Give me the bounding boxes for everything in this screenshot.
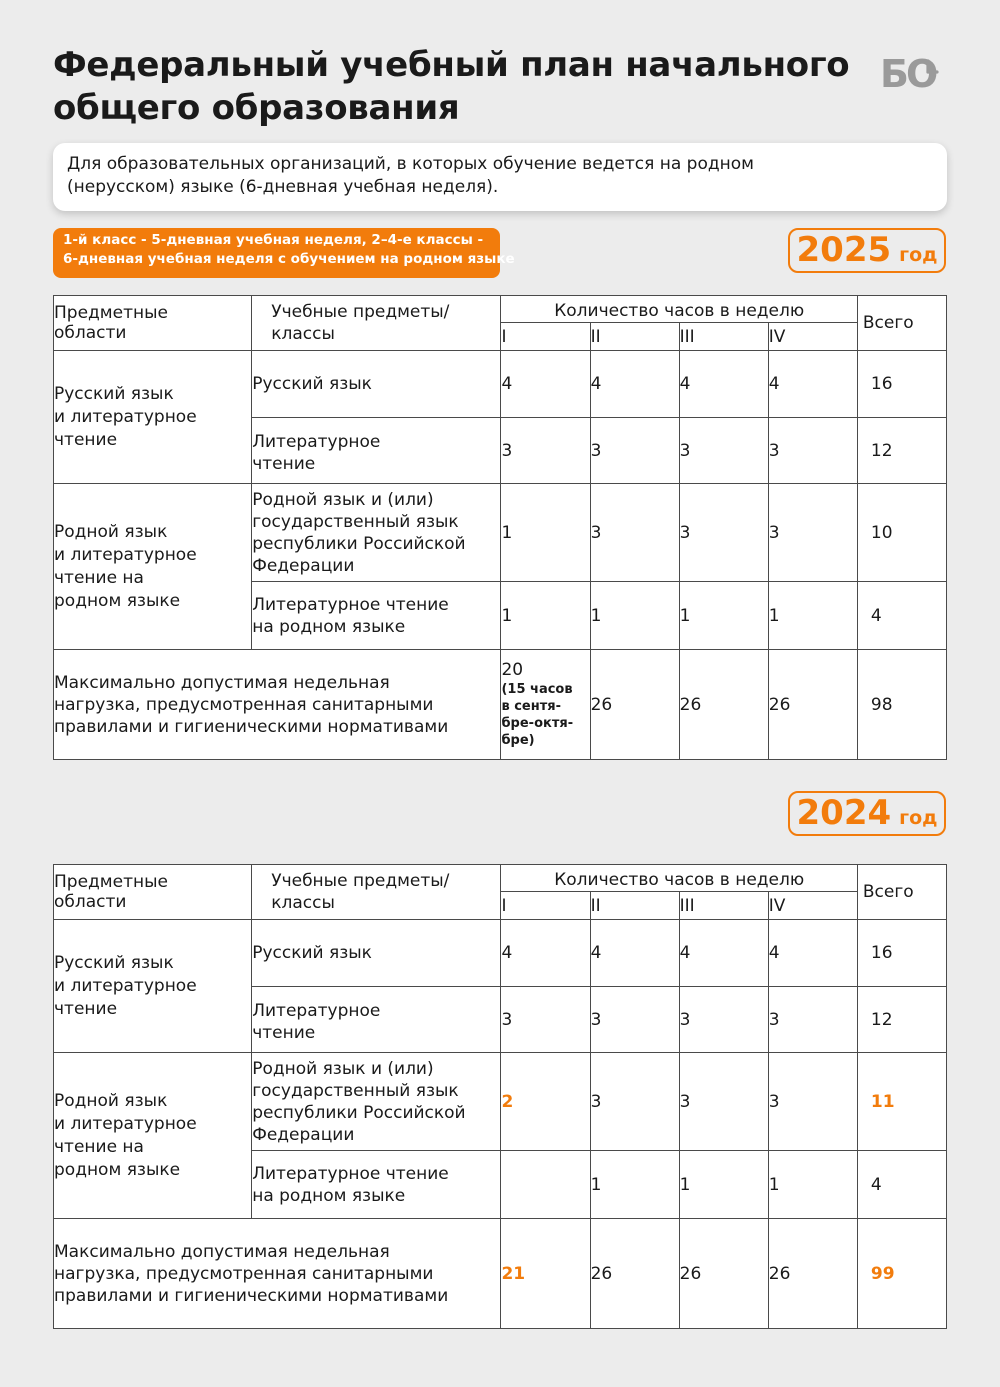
title-line: общего образования — [53, 88, 460, 128]
value-cell: 4 — [768, 920, 857, 987]
subject-cell: Литературное чтение на родном языке — [252, 1151, 501, 1219]
value-cell: 3 — [768, 1053, 857, 1151]
total-cell: 10 — [857, 484, 946, 582]
value-cell: 3 — [501, 987, 590, 1053]
class-label: I — [501, 323, 590, 351]
class-label: IV — [768, 323, 857, 351]
header-areas: Предметные области — [54, 865, 252, 920]
value-cell: 3 — [679, 987, 768, 1053]
header-areas: Предметные области — [54, 296, 252, 351]
load-first-note: бре-октя- — [501, 716, 574, 731]
total-cell-changed: 99 — [857, 1219, 946, 1329]
year-number: 2025 — [796, 230, 892, 270]
header-subjects: Учебные предметы/ классы — [252, 865, 501, 920]
load-first-note: бре) — [501, 733, 535, 748]
load-value-first-changed: 21 — [501, 1219, 590, 1329]
plan-table-2024 — [53, 864, 947, 1329]
note-line: (нерусском) языке (6-дневная учебная неделя). — [67, 177, 499, 197]
value-cell: 3 — [768, 418, 857, 484]
year-badge-2025 — [788, 228, 946, 273]
value-cell: 4 — [590, 351, 679, 418]
value-cell: 3 — [590, 1053, 679, 1151]
subject-cell: Русский язык — [252, 351, 501, 418]
badge-line: 6-дневная учебная неделя с обучением на родном языке — [63, 251, 515, 267]
header-row — [54, 865, 947, 892]
note-line: Для образовательных организаций, в которых обучение ведется на родном — [67, 154, 754, 174]
value-cell: 26 — [590, 650, 679, 760]
load-value-first — [501, 650, 590, 760]
subject-cell: Литературное чтение — [252, 987, 501, 1053]
total-cell: 4 — [857, 582, 946, 650]
total-cell-changed: 11 — [857, 1053, 946, 1151]
schedule-badge — [53, 228, 515, 278]
total-cell: 12 — [857, 987, 946, 1053]
value-cell: 1 — [768, 1151, 857, 1219]
value-cell: 26 — [679, 650, 768, 760]
subject-cell: Литературное чтение — [252, 418, 501, 484]
value-cell: 3 — [590, 987, 679, 1053]
header-total: Всего — [857, 296, 946, 351]
header-row — [54, 296, 947, 323]
year-badge-2024 — [788, 791, 946, 836]
table-row — [54, 484, 947, 582]
logo-text: БО — [880, 52, 936, 92]
subject-cell: Русский язык — [252, 920, 501, 987]
title-line: Федеральный учебный план начального — [53, 45, 850, 85]
header-hours: Количество часов в неделю — [501, 296, 857, 323]
value-cell: 3 — [501, 418, 590, 484]
table-row — [54, 1053, 947, 1151]
area-cell: Русский язык и литературное чтение — [54, 920, 252, 1053]
area-cell: Родной язык и литературное чтение на родном языке — [54, 484, 252, 650]
value-cell: 3 — [679, 418, 768, 484]
value-cell: 1 — [768, 582, 857, 650]
value-cell: 1 — [590, 582, 679, 650]
value-cell: 1 — [679, 1151, 768, 1219]
class-label: I — [501, 892, 590, 920]
badge-line: 1-й класс - 5-дневная учебная неделя, 2–4-е классы - — [63, 232, 484, 248]
load-first-number: 20 — [501, 660, 524, 680]
value-cell: 3 — [590, 484, 679, 582]
table-row — [54, 351, 947, 418]
load-row — [54, 650, 947, 760]
bo-logo-icon — [880, 52, 948, 92]
value-cell: 1 — [679, 582, 768, 650]
load-label: Максимально допустимая недельная нагрузка, предусмотренная санитарными правилами и гигиеническими нормативами — [54, 650, 501, 760]
header-total: Всего — [857, 865, 946, 920]
area-cell: Русский язык и литературное чтение — [54, 351, 252, 484]
load-label: Максимально допустимая недельная нагрузка, предусмотренная санитарными правилами и гигиеническими нормативами — [54, 1219, 501, 1329]
info-note — [53, 143, 947, 211]
total-cell: 12 — [857, 418, 946, 484]
year-number: 2024 — [796, 793, 892, 833]
value-cell: 26 — [768, 1219, 857, 1329]
subject-cell: Родной язык и (или) государственный язык республики Российской Федерации — [252, 484, 501, 582]
value-cell: 26 — [590, 1219, 679, 1329]
value-cell: 4 — [679, 920, 768, 987]
total-cell: 98 — [857, 650, 946, 760]
total-cell: 16 — [857, 920, 946, 987]
value-cell: 1 — [501, 484, 590, 582]
total-cell: 4 — [857, 1151, 946, 1219]
area-cell: Родной язык и литературное чтение на родном языке — [54, 1053, 252, 1219]
class-label: II — [590, 892, 679, 920]
class-label: II — [590, 323, 679, 351]
value-cell: 3 — [768, 484, 857, 582]
value-cell: 3 — [679, 484, 768, 582]
value-cell: 4 — [590, 920, 679, 987]
header-hours: Количество часов в неделю — [501, 865, 857, 892]
subject-cell: Литературное чтение на родном языке — [252, 582, 501, 650]
plan-table-2025 — [53, 295, 947, 760]
value-cell: 4 — [768, 351, 857, 418]
class-label: III — [679, 323, 768, 351]
class-label: IV — [768, 892, 857, 920]
table-row — [54, 920, 947, 987]
header-subjects: Учебные предметы/ классы — [252, 296, 501, 351]
year-label: год — [899, 244, 938, 266]
load-first-note: (15 часов — [501, 682, 573, 697]
value-cell-changed: 2 — [501, 1053, 590, 1151]
value-cell — [501, 1151, 590, 1219]
value-cell: 26 — [768, 650, 857, 760]
value-cell: 26 — [679, 1219, 768, 1329]
value-cell: 1 — [590, 1151, 679, 1219]
class-label: III — [679, 892, 768, 920]
year-label: год — [899, 807, 938, 829]
value-cell: 4 — [501, 351, 590, 418]
value-cell: 3 — [768, 987, 857, 1053]
page-title — [53, 44, 853, 130]
value-cell: 4 — [679, 351, 768, 418]
value-cell: 3 — [590, 418, 679, 484]
value-cell: 1 — [501, 582, 590, 650]
subject-cell: Родной язык и (или) государственный язык республики Российской Федерации — [252, 1053, 501, 1151]
load-row — [54, 1219, 947, 1329]
load-first-note: в сентя- — [501, 699, 562, 714]
value-cell: 4 — [501, 920, 590, 987]
total-cell: 16 — [857, 351, 946, 418]
value-cell: 3 — [679, 1053, 768, 1151]
